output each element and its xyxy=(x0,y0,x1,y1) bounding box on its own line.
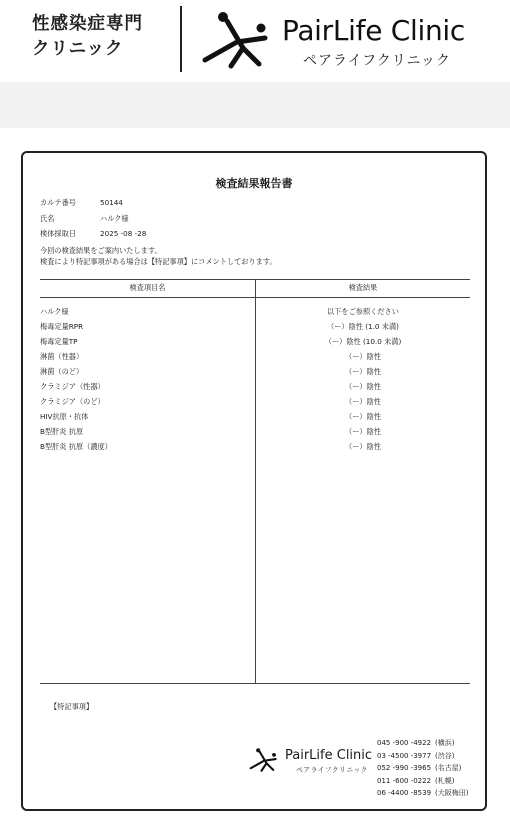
phone-number[interactable]: 06 -4400 -8539 xyxy=(377,789,432,798)
pairlife-figure-icon[interactable] xyxy=(201,8,273,70)
row-item: B型肝炎 抗原（濃度） xyxy=(40,442,112,451)
row-item: クラミジア（のど） xyxy=(40,397,105,406)
phone-city: (名古屋) xyxy=(435,764,462,773)
brand-kana: ペアライフクリニック xyxy=(303,53,451,69)
row-result: （ー）陰性 xyxy=(345,367,381,376)
row-item: 淋菌（のど） xyxy=(40,367,84,376)
brand-name[interactable]: PairLife Clinic xyxy=(282,14,465,47)
row-result: （ー）陰性 xyxy=(345,382,381,391)
phone-entry[interactable] xyxy=(377,737,468,750)
table-row xyxy=(40,337,470,352)
row-item: 梅毒定量RPR xyxy=(40,322,84,331)
footer-brand-name: PairLife Clinic xyxy=(285,748,373,763)
tagline-line1: 性感染症専門 xyxy=(32,14,143,34)
meta-label: 検体採取日 xyxy=(40,229,76,238)
report-title: 検査結果報告書 xyxy=(215,177,293,190)
meta-value: 50144 xyxy=(100,198,123,207)
phone-entry[interactable] xyxy=(377,775,468,788)
row-result: （ー）陰性 xyxy=(345,427,381,436)
meta-name xyxy=(40,214,129,224)
pairlife-figure-icon xyxy=(249,746,279,773)
gray-band xyxy=(0,82,510,128)
row-result: （ー）陰性 xyxy=(345,442,381,451)
phone-list xyxy=(377,737,468,800)
notes-label: 【特記事項】 xyxy=(50,702,94,711)
row-item: クラミジア（性器） xyxy=(40,382,105,391)
row-result: 以下をご参照ください xyxy=(327,307,399,316)
meta-label: 氏名 xyxy=(40,214,55,223)
table-row xyxy=(40,307,470,322)
row-item: 淋菌（性器） xyxy=(40,352,84,361)
phone-entry[interactable] xyxy=(377,750,468,763)
tagline-line2: クリニック xyxy=(32,39,124,59)
phone-entry[interactable] xyxy=(377,762,468,775)
table-row xyxy=(40,427,470,442)
table-bottom-border xyxy=(40,683,470,684)
meta-value: 2025 -08 -28 xyxy=(100,229,147,238)
table-row xyxy=(40,352,470,367)
meta-chart-number xyxy=(40,198,123,208)
phone-city: (大阪梅田) xyxy=(435,789,469,798)
meta-sample-date xyxy=(40,229,146,239)
site-header xyxy=(0,0,510,82)
phone-number[interactable]: 011 -600 -0222 xyxy=(377,776,432,785)
phone-entry[interactable] xyxy=(377,787,468,800)
report-card xyxy=(21,151,487,811)
row-item: 梅毒定量TP xyxy=(40,337,78,346)
phone-city: (渋谷) xyxy=(435,751,455,760)
meta-label: カルテ番号 xyxy=(40,198,76,207)
intro-text xyxy=(40,245,277,267)
phone-city: (札幌) xyxy=(435,776,455,785)
row-result: （ー）陰性 xyxy=(345,412,381,421)
phone-number[interactable]: 045 -900 -4922 xyxy=(377,739,432,747)
table-row xyxy=(40,367,470,382)
row-result: （ー）陰性 (1.0 未満) xyxy=(327,322,399,331)
row-item: HIV抗原・抗体 xyxy=(40,412,89,421)
table-row xyxy=(40,397,470,412)
row-item: ハルク様 xyxy=(40,307,69,316)
clinic-tagline xyxy=(32,12,143,62)
phone-number[interactable]: 03 -4500 -3977 xyxy=(377,751,432,760)
column-header-result: 検査結果 xyxy=(348,283,378,292)
table-row xyxy=(40,382,470,397)
meta-value: ハルク様 xyxy=(100,214,129,223)
intro-line1: 今回の検査結果をご案内いたします。 xyxy=(40,246,162,255)
row-result: （ー）陰性 xyxy=(345,397,381,406)
table-row xyxy=(40,442,470,457)
table-row xyxy=(40,412,470,427)
row-result: （ー）陰性 xyxy=(345,352,381,361)
header-divider xyxy=(180,6,182,72)
row-item: B型肝炎 抗原 xyxy=(40,427,84,436)
table-row xyxy=(40,322,470,337)
phone-number[interactable]: 052 -990 -3965 xyxy=(377,764,432,773)
intro-line2: 検査により特記事項がある場合は【特記事項】にコメントしております。 xyxy=(40,257,277,266)
column-header-item: 検査項目名 xyxy=(129,283,166,292)
row-result: （ー）陰性 (10.0 未満) xyxy=(324,337,402,346)
footer-brand-kana: ペアライフクリニック xyxy=(296,766,368,774)
phone-city: (横浜) xyxy=(435,739,455,747)
